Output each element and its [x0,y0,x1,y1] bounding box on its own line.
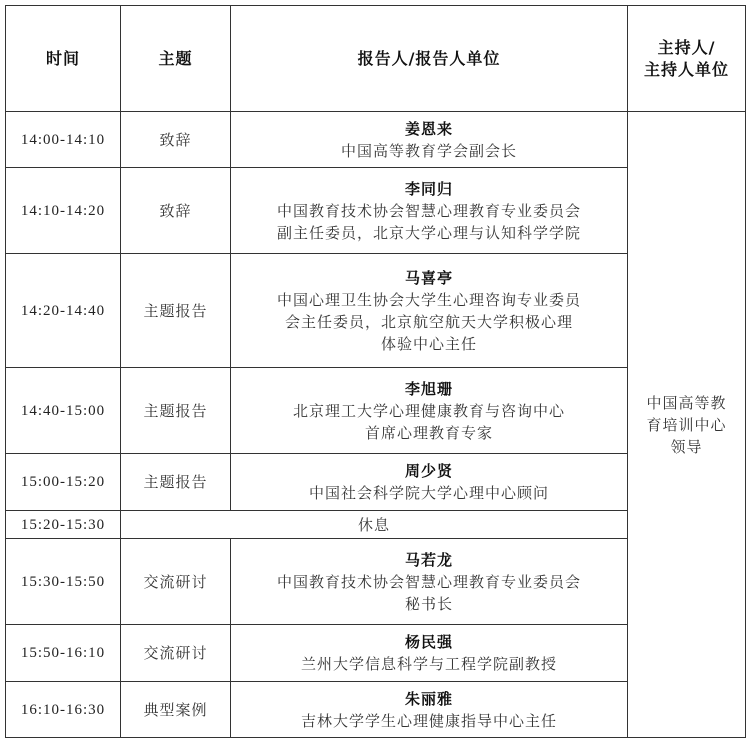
speaker-name: 杨民强 [404,633,453,651]
speaker-name: 马若龙 [404,550,453,569]
speaker-cell [231,168,628,254]
topic-cell: 交流研讨 [121,539,231,625]
time-cell: 15:50-16:10 [6,625,121,682]
time-cell: 14:00-14:10 [6,112,121,168]
time-cell: 14:10-14:20 [6,168,121,254]
topic-cell: 交流研讨 [121,625,231,682]
speaker-name: 马喜亭 [404,268,453,287]
table-row [6,112,746,168]
host-cell [628,112,746,738]
speaker-cell [231,625,628,682]
speaker-cell [231,682,628,738]
time-cell: 15:20-15:30 [6,511,121,539]
topic-cell: 主题报告 [121,368,231,454]
time-cell: 14:20-14:40 [6,254,121,368]
speaker-affiliation: 中国教育技术协会智慧心理教育专业委员会 [276,201,581,220]
time-cell: 15:30-15:50 [6,539,121,625]
speaker-affiliation: 中国教育技术协会智慧心理教育专业委员会 [276,572,581,591]
time-cell: 14:40-15:00 [6,368,121,454]
speaker-cell [231,539,628,625]
speaker-name: 朱丽雅 [404,689,453,708]
host-line: 领导 [670,437,703,456]
speaker-affiliation: 中国心理卫生协会大学生心理咨询专业委员 [276,290,581,309]
time-cell: 16:10-16:30 [6,682,121,738]
host-line: 育培训中心 [646,415,727,434]
speaker-affiliation: 兰州大学信息科学与工程学院副教授 [300,655,557,673]
host-line: 中国高等教 [646,393,727,412]
topic-cell: 致辞 [121,112,231,168]
speaker-affiliation: 北京理工大学心理健康教育与咨询中心 [292,401,565,420]
speaker-name: 周少贤 [404,462,453,480]
time-cell: 15:00-15:20 [6,454,121,511]
header-time: 时间 [6,6,121,112]
header-host-line2: 主持人单位 [643,59,729,79]
speaker-affiliation: 首席心理教育专家 [364,423,493,442]
speaker-cell [231,254,628,368]
topic-cell: 主题报告 [121,454,231,511]
speaker-affiliation: 会主任委员，北京航空航天大学积极心理 [284,312,573,331]
speaker-affiliation: 中国高等教育学会副会长 [340,141,517,160]
speaker-affiliation: 体验中心主任 [380,334,477,353]
header-host-line1: 主持人/ [657,37,716,57]
speaker-name: 姜恩来 [404,119,453,138]
speaker-cell [231,112,628,168]
header-row [6,6,746,112]
topic-cell: 致辞 [121,168,231,254]
schedule-table [5,5,746,738]
header-topic: 主题 [121,6,231,112]
speaker-name: 李同归 [404,179,453,198]
header-speaker: 报告人/报告人单位 [231,6,628,112]
speaker-affiliation: 副主任委员，北京大学心理与认知科学学院 [276,223,581,242]
speaker-affiliation: 秘书长 [404,594,453,613]
topic-cell: 典型案例 [121,682,231,738]
speaker-affiliation: 中国社会科学院大学心理中心顾问 [308,484,549,502]
speaker-cell [231,454,628,511]
topic-cell: 主题报告 [121,254,231,368]
speaker-name: 李旭珊 [404,379,453,398]
speaker-cell [231,368,628,454]
break-cell: 休息 [121,511,628,539]
speaker-affiliation: 吉林大学学生心理健康指导中心主任 [300,711,557,730]
header-host [628,6,746,112]
